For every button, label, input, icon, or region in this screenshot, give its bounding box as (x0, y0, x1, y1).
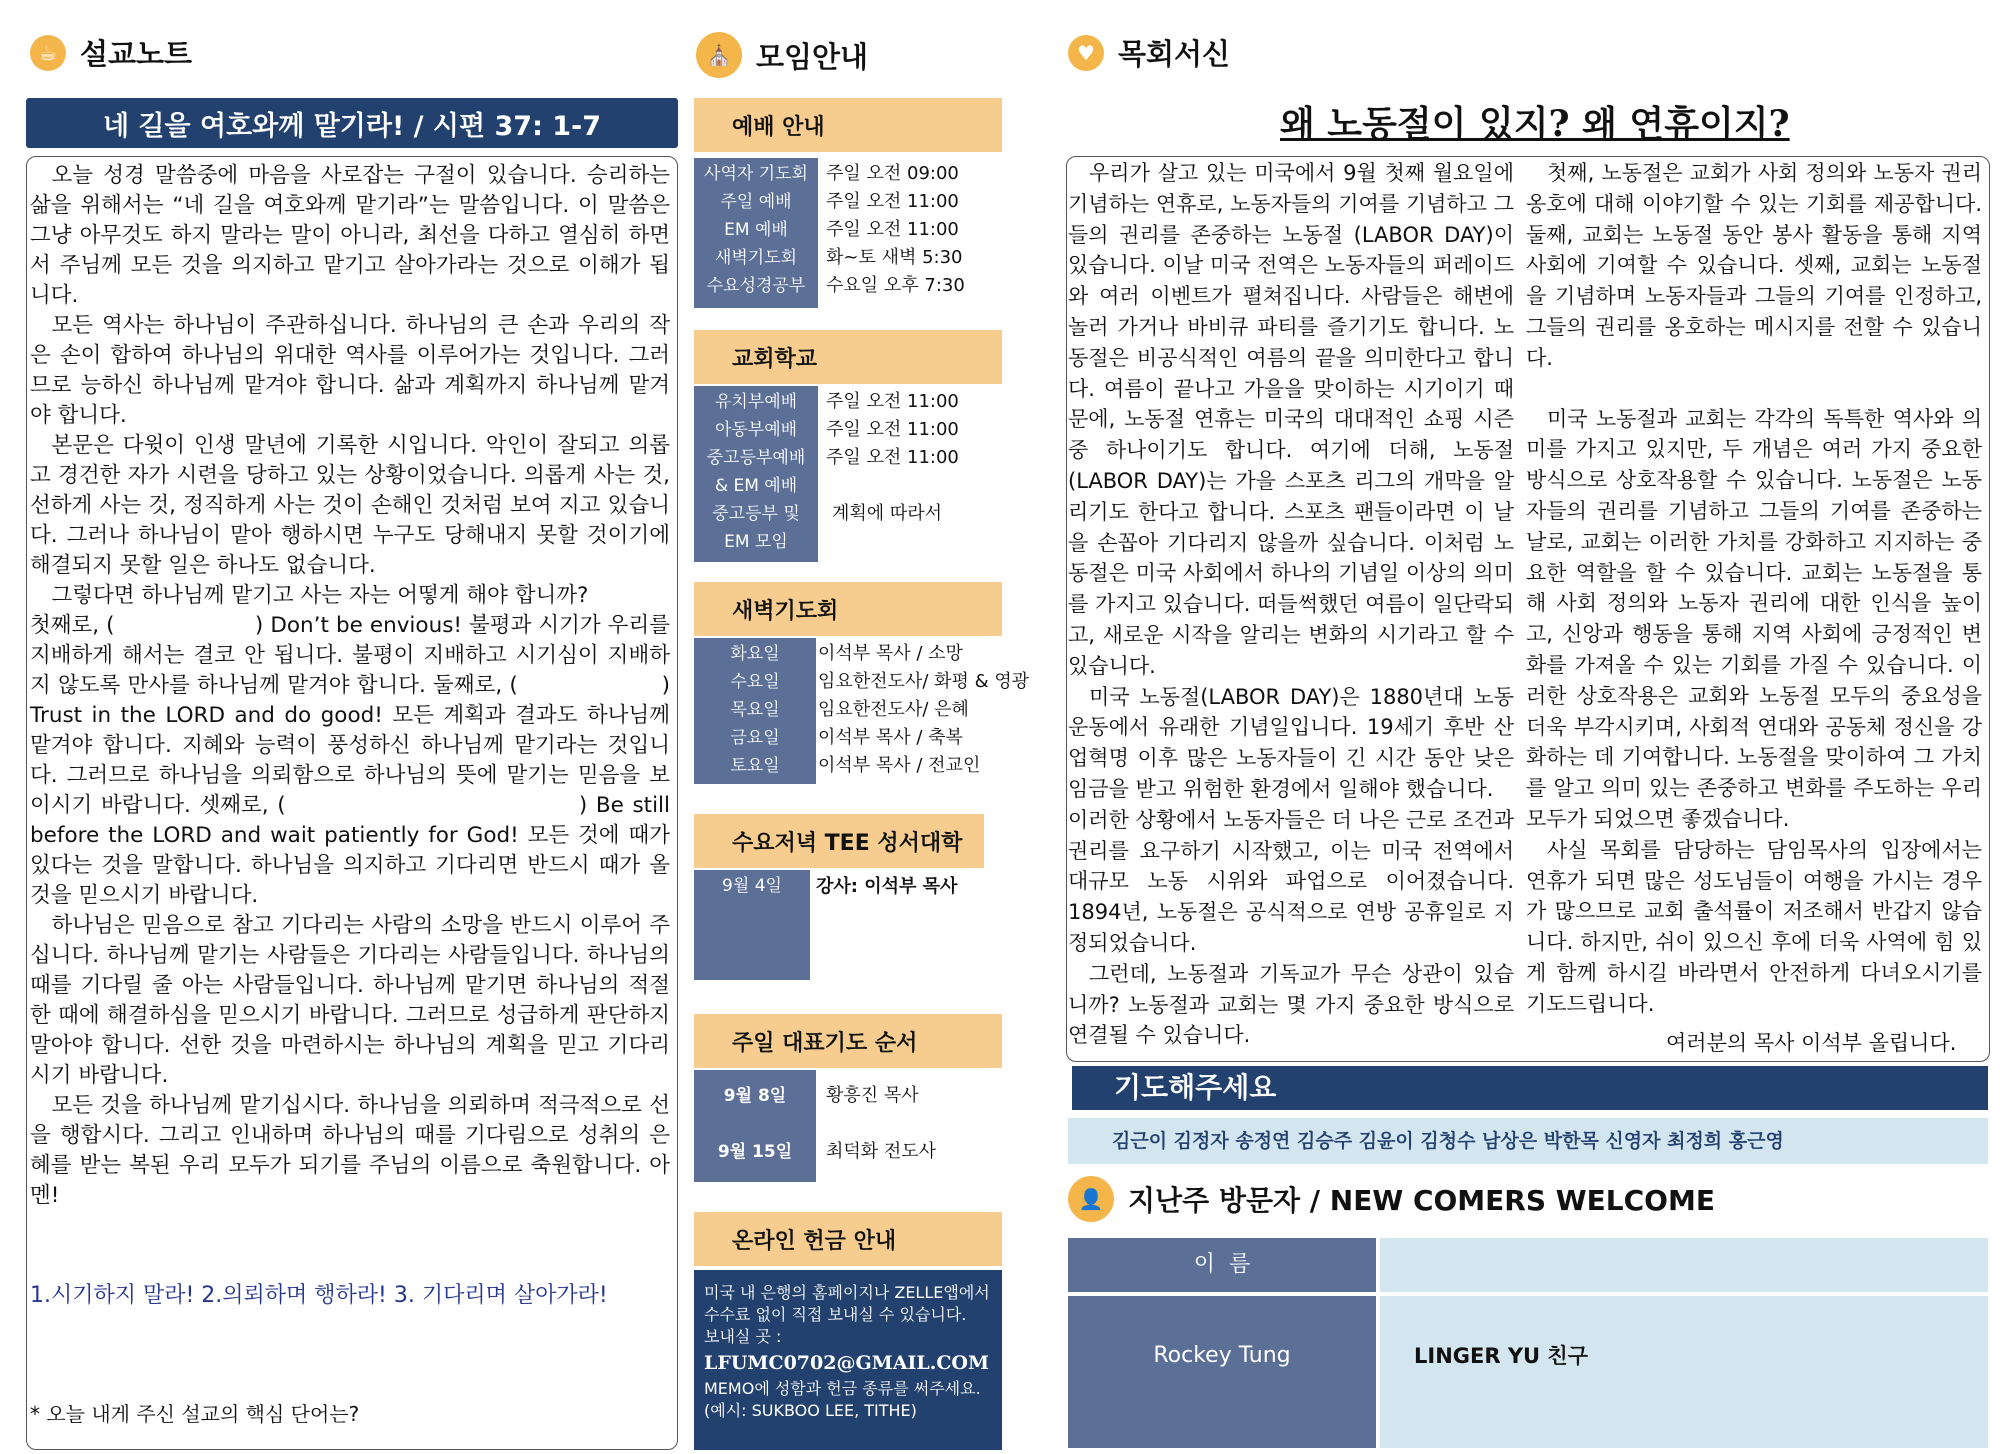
worship-time: 주일 오전 11:00 (826, 219, 959, 240)
sermon-paragraph: 모든 역사는 하나님이 주관하십니다. 하나님의 큰 손과 우리의 작은 손이 합하여 하나님의 위대한 역사를 이루어가는 것입니다. 그러므로 능하신 하나님께 맡겨야 합니다. 삶과 계획까지 하나님께 맡겨야 합니다. (30, 313, 670, 428)
offering-line: 수수료 없이 직접 보내실 수 있습니다. (704, 1305, 967, 1324)
worship-name: 사역자 기도회 (704, 164, 808, 184)
worship-times (826, 160, 965, 300)
worship-time: 주일 오전 09:00 (826, 163, 959, 184)
letter-paragraph: 미국 노동절(LABOR DAY)은 1880년대 노동운동에서 유래한 기념일입니다. 19세기 후반 산업혁명 이후 많은 노동자들이 긴 시간 동안 낮은 임금을 받고 위험한 환경에서 일해야 했습니다. (1068, 684, 1514, 801)
worship-time: 주일 오전 11:00 (826, 191, 959, 212)
letter-paragraph: 이러한 상황에서 노동자들은 더 나은 근로 조건과 권리를 요구하기 시작했고, 이는 미국 전역에서 대규모 노동 시위와 파업으로 이어졌습니다. 1894년, 노동절은 공식적으로 연방 공휴일로 지정되었습니다. (1068, 807, 1514, 955)
sermon-paragraph: 오늘 성경 말씀중에 마음을 사로잡는 구절이 있습니다. 승리하는 삶을 위해서는 “네 길을 여호와께 맡기라”는 말씀입니다. 이 말씀은 그냥 아무것도 하지 말라는 말이 아니라, 최선을 다하고 열심히 하면서 주님께 모든 것을 의지하고 맡기고 살아가라는 것으로 이해가 됩니다. (30, 163, 670, 308)
worship-names (694, 158, 818, 308)
pray-names: 김근이 김정자 송정연 김승주 김윤이 김청수 남상은 박한목 신영자 최정희 홍근영 (1068, 1118, 1988, 1164)
church-icon: ⛪ (696, 32, 742, 78)
school-name: 중고등부 및 (712, 504, 800, 524)
letter-paragraph: 첫째, 노동절은 교회가 사회 정의와 노동자 권리 옹호에 대해 이야기할 수 있는 기회를 제공합니다. 둘째, 교회는 노동절 동안 봉사 활동을 통해 지역사회에 기여할 수 있습니다. 셋째, 교회는 노동절을 기념하며 노동자들과 그들의 기여를 인정하고, 그들의 권리를 옹호하는 메시지를 전할 수 있습니다. (1526, 161, 1982, 370)
worship-time: 수요일 오후 7:30 (826, 275, 965, 296)
school-time: 주일 오전 11:00 (826, 419, 959, 440)
offering-heading: 온라인 헌금 안내 (694, 1212, 1002, 1266)
pray-heading: 기도해주세요 (1072, 1066, 1988, 1110)
sermon-note-header (30, 32, 192, 73)
letter-paragraph: 미국 노동절과 교회는 각각의 독특한 역사와 의미를 가지고 있지만, 두 개념은 여러 가지 중요한 방식으로 상호작용할 수 있습니다. 노동절은 노동자들의 권리를 기념하고 그들의 기여를 존중하는 날로, 교회는 이러한 가치를 강화하고 지지하는 중요한 역할을 할 수 있습니다. 교회는 노동절을 통해 사회 정의와 노동자 권리에 대한 인식을 높이고, 신앙과 행동을 통해 지역 사회에 긍정적인 변화를 가져올 수 있는 기회를 가질 수 있습니다. 이러한 상호작용은 교회와 노동절 모두의 중요성을 더욱 부각시키며, 사회적 연대와 공동체 정신을 강화하는 데 기여합니다. 노동절을 맞이하여 그 가치를 알고 의미 있는 존중하고 변화를 주도하는 우리 모두가 되었으면 좋겠습니다. (1526, 406, 1982, 831)
worship-name: 주일 예배 (720, 192, 792, 212)
offering-line: MEMO에 성함과 헌금 종류를 써주세요. (704, 1379, 981, 1398)
worship-name: 새벽기도회 (714, 248, 798, 268)
dawn-leader: 이석부 목사 / 축복 (818, 727, 963, 748)
prayer-order-date: 9월 8일 (723, 1086, 787, 1106)
sermon-points: 1.시기하지 말라! 2.의뢰하며 행하라! 3. 기다리며 살아가라! (30, 1283, 608, 1308)
guest-header-cell (1380, 1238, 1988, 1292)
offering-line: 보내실 곳 : (704, 1327, 782, 1346)
prayer-order-name: 최덕화 전도사 (826, 1141, 937, 1162)
dawn-day: 토요일 (730, 756, 780, 776)
visitors-label: 지난주 방문자 / NEW COMERS WELCOME (1128, 1184, 1715, 1217)
dawn-day: 수요일 (730, 672, 780, 692)
school-time: 주일 오전 11:00 (826, 391, 959, 412)
sermon-paragraph: 본문은 다윗이 인생 말년에 기록한 시입니다. 악인이 잘되고 의롭고 경건한 자가 시련을 당하고 있는 상황이었습니다. 의롭게 사는 것, 선하게 사는 것, 정직하게 사는 것이 손해인 것처럼 보여 지고 있습니다. 그러나 하나님이 맡아 행하시면 누구도 당해내지 못할 것이기에 해결되지 못할 일은 하나도 없습니다. (30, 433, 670, 578)
tee-date: 9월 4일 (722, 876, 782, 896)
letter-paragraph: 우리가 살고 있는 미국에서 9월 첫째 월요일에 기념하는 연휴로, 노동자들의 기여를 기념하고 그들의 권리를 존중하는 노동절 (LABOR DAY)이 있습니다. 이날 미국 전역은 노동자들의 퍼레이드와 여러 이벤트가 펼쳐집니다. 사람들은 해변에 놀러 가거나 바비큐 파티를 즐기기도 합니다. 노동절은 비공식적인 여름의 끝을 의미한다고 합니다. 여름이 끝나고 가을을 맞이하는 시기이기 때문에, 노동절 연휴는 미국의 대대적인 쇼핑 시즌 중 하나이기도 합니다. 여기에 더해, 노동절(LABOR DAY)는 가을 스포츠 리그의 개막을 알리기도 한다고 합니다. 스포츠 팬들이라면 이 날을 손꼽아 기다리지 않을까 싶습니다. 이처럼 노동절은 미국 사회에서 하나의 기념일 이상의 의미를 가지고 있습니다. 떠들썩했던 여름이 일단락되고, 새로운 시작을 알리는 변화의 시기라고 할 수 있습니다. (1068, 161, 1514, 678)
dawn-leaders (818, 640, 1029, 780)
meeting-info-header (696, 32, 868, 78)
sermon-body (30, 161, 677, 1211)
dawn-heading: 새벽기도회 (694, 582, 1002, 636)
school-time (826, 528, 959, 556)
tee-heading: 수요저녁 TEE 성서대학 (694, 814, 984, 868)
person-icon: 👤 (1068, 1176, 1114, 1222)
dawn-leader: 이석부 목사 / 소망 (818, 643, 963, 664)
guest-note: LINGER YU 친구 (1380, 1296, 1988, 1448)
prayer-order-date: 9월 15일 (717, 1142, 793, 1162)
school-heading: 교회학교 (694, 330, 1002, 384)
dawn-leader: 임요한전도사/ 화평 & 영광 (818, 671, 1030, 692)
letter-title: 왜 노동절이 있지? 왜 연휴이지? (1280, 103, 1790, 145)
guest-name: Rockey Tung (1068, 1296, 1376, 1448)
dawn-day: 금요일 (730, 728, 780, 748)
letter-right-column (1526, 158, 1982, 1058)
sermon-question: * 오늘 내게 주신 설교의 핵심 단어는? (30, 1402, 360, 1426)
sermon-paragraph: 그렇다면 하나님께 맡기고 사는 자는 어떻게 해야 합니까? (51, 583, 589, 608)
dawn-day: 화요일 (730, 644, 780, 664)
worship-time: 화~토 새벽 5:30 (826, 247, 963, 268)
dawn-days (694, 638, 816, 784)
meeting-info-label: 모임안내 (756, 39, 869, 74)
school-name: 아동부예배 (714, 420, 798, 440)
tee-info: 강사: 이석부 목사 (816, 876, 958, 897)
sermon-title: 네 길을 여호와께 맡기라! / 시편 37: 1-7 (26, 98, 678, 148)
sermon-note-label: 설교노트 (80, 37, 193, 71)
guest-name-label: 이 름 (1068, 1238, 1376, 1292)
letter-left-column (1068, 158, 1514, 1051)
school-time: 계획에 따라서 (832, 503, 943, 524)
offering-line: (예시: SUKBOO LEE, TITHE) (704, 1401, 917, 1420)
school-names (694, 386, 818, 562)
dawn-leader: 임요한전도사/ 은혜 (818, 699, 969, 720)
cup-icon: ☕ (30, 35, 66, 71)
letter-signature: 여러분의 목사 이석부 올립니다. (1666, 1030, 1957, 1055)
school-name: 중고등부예배 (706, 448, 806, 468)
offering-line: 미국 내 은행의 홈페이지나 ZELLE앱에서 (704, 1283, 990, 1302)
letter-paragraph: 사실 목회를 담당하는 담임목사의 입장에서는 연휴가 되면 많은 성도님들이 여행을 가시는 경우가 많으므로 교회 출석률이 저조해서 반갑지 않습니다. 하지만, 쉬이 있으신 후에 더욱 사역에 힘 있게 함께 하시길 바라면서 안전하게 다녀오시기를 기도드립니다. (1526, 837, 1982, 1016)
letter-paragraph: 그런데, 노동절과 기독교가 무슨 상관이 있습니까? 노동절과 교회는 몇 가지 중요한 방식으로 연결될 수 있습니다. (1068, 961, 1514, 1048)
prayer-order-names (826, 1082, 936, 1166)
school-name: 유치부예배 (714, 392, 798, 412)
school-time: 주일 오전 11:00 (826, 447, 959, 468)
sermon-paragraph: 하나님은 믿음으로 참고 기다리는 사람의 소망을 반드시 이루어 주십니다. 하나님께 맡기는 사람들은 기다리는 사람들입니다. 하나님의 때를 기다릴 줄 아는 사람들입니다. 하나님께 맡기면 하나님의 적절한 때에 해결하심을 믿으시기 바랍니다. 그러므로 성급하게 판단하지 말아야 합니다. 선한 것을 마련하시는 하나님의 계획을 믿고 기다리시기 바랍니다. (30, 913, 670, 1088)
school-name: EM 모임 (724, 532, 788, 552)
dawn-day: 목요일 (730, 700, 780, 720)
pastor-letter-header (1068, 32, 1230, 73)
school-name: & EM 예배 (714, 476, 798, 496)
school-times (826, 388, 959, 556)
tee-date-cell (694, 870, 810, 980)
dawn-leader: 이석부 목사 / 전교인 (818, 755, 981, 776)
worship-name: 수요성경공부 (706, 276, 806, 296)
heart-icon: ♥ (1068, 35, 1104, 71)
school-time (826, 472, 959, 500)
offering-email: LFUMC0702@GMAIL.COM (704, 1352, 990, 1374)
prayer-order-dates (694, 1070, 816, 1182)
sermon-paragraph: 첫째로, ( ) Don’t be envious! 불평과 시기가 우리를 지배하게 해서는 결코 안 됩니다. 불평이 지배하고 시기심이 지배하지 않도록 만사를 하나님께 맡겨야 합니다. 둘째로, ( ) Trust in the LORD and do good! 모든 계획과 결과도 하나님께 맡겨야 합니다. 지혜와 능력이 풍성하신 하나님께 맡기라는 것입니다. 그러므로 하나님을 의뢰함으로 하나님의 뜻에 맡기는 믿음을 보이시기 바랍니다. 셋째로, ( ) Be still before the LORD and wait patiently for God! 모든 것에 때가 있다는 것을 말합니다. 하나님을 의지하고 기다리면 반드시 때가 올 것을 믿으시기 바랍니다. (30, 613, 677, 908)
offering-box (694, 1270, 1002, 1450)
worship-heading: 예배 안내 (694, 98, 1002, 152)
prayer-order-name: 황흥진 목사 (826, 1085, 919, 1106)
worship-name: EM 예배 (724, 220, 788, 240)
pastor-letter-label: 목회서신 (1118, 37, 1231, 71)
prayer-order-heading: 주일 대표기도 순서 (694, 1014, 1002, 1068)
sermon-paragraph: 모든 것을 하나님께 맡기십시다. 하나님을 의뢰하며 적극적으로 선을 행합시다. 그리고 인내하며 하나님의 때를 기다림으로 성취의 은혜를 받는 복된 우리 모두가 되기를 주님의 이름으로 축원합니다. 아멘! (30, 1093, 670, 1208)
visitors-header (1068, 1176, 1715, 1222)
